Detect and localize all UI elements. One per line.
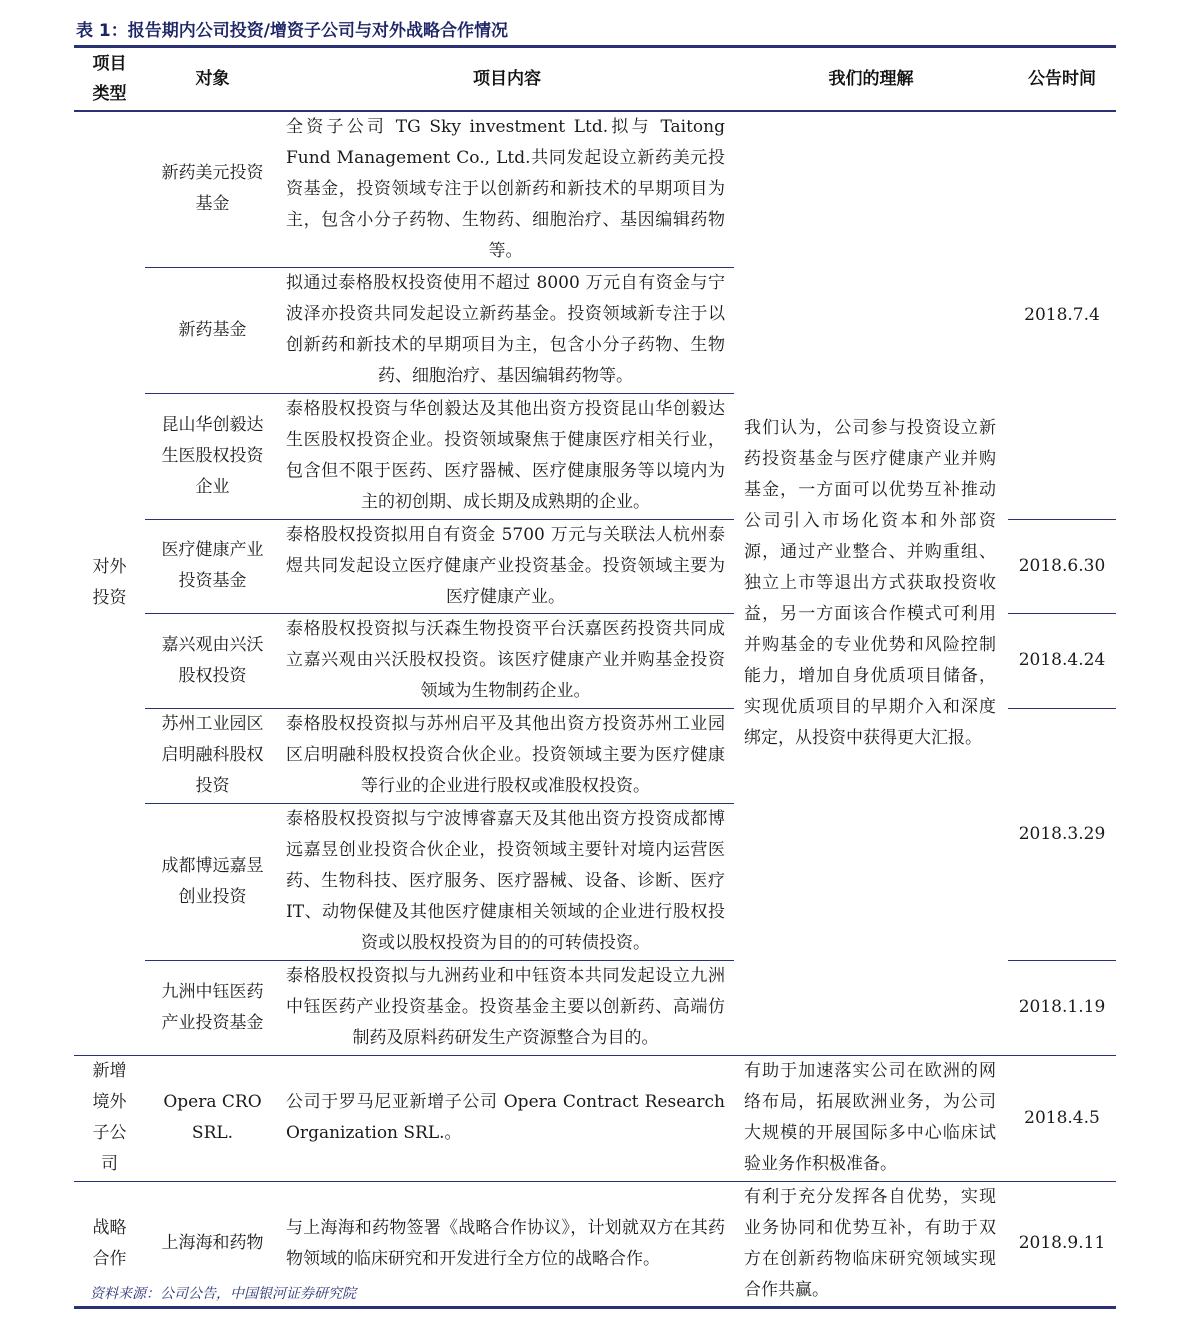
object-cell: 成都博远嘉昱创业投资	[145, 803, 280, 960]
date-cell: 2018.4.24	[1008, 613, 1116, 708]
object-cell: Opera CRO SRL.	[145, 1055, 280, 1181]
table-title: 表 1：报告期内公司投资/增资子公司与对外战略合作情况	[76, 21, 508, 41]
content-cell: 泰格股权投资拟与沃森生物投资平台沃嘉医药投资共同成立嘉兴观由兴沃股权投资。该医疗健康产业并购基金投资领域为生物制药企业。	[280, 613, 734, 708]
content-cell: 拟通过泰格股权投资使用不超过 8000 万元自有资金与宁波泽亦投资共同发起设立新药基金。投资领域新专注于以创新药和新技术的早期项目为主，包含小分子药物、生物药、细胞治疗、基因编辑药物等。	[280, 267, 734, 393]
header-object: 对象	[195, 68, 230, 89]
content-cell: 全资子公司 TG Sky investment Ltd.拟与 Taitong Fund Management Co., Ltd.共同发起设立新药美元投资基金，投资领域专注于以创新药和新技术的早期项目为主，包含小分子药物、生物药、细胞治疗、基因编辑药物等。	[280, 111, 734, 268]
object-cell: 苏州工业园区启明融科股权投资	[145, 708, 280, 803]
content-cell: 泰格股权投资拟与宁波博睿嘉天及其他出资方投资成都博远嘉昱创业投资合伙企业，投资领域主要针对境内运营医药、生物科技、医疗服务、医疗器械、设备、诊断、医疗 IT、动物保健及其他医疗健康相关领域的企业进行股权投资或以股权投资为目的的可转债投资。	[280, 803, 734, 960]
type-foreign: 对外投资	[92, 557, 127, 608]
object-cell: 医疗健康产业投资基金	[145, 519, 280, 613]
header-content: 项目内容	[473, 68, 541, 89]
understanding-strategic: 有利于充分发挥各自优势，实现业务协同和优势互补，有助于双方在创新药物临床研究领域实现合作共赢。	[734, 1181, 1008, 1307]
understanding-foreign: 我们认为，公司参与投资设立新药投资基金与医疗健康产业并购基金，一方面可以优势互补推动公司引入市场化资本和外部资源，通过产业整合、并购重组、独立上市等退出方式获取投资收益，另一方面该合作模式可利用并购基金的专业优势和风险控制能力，增加自身优质项目储备，实现优质项目的早期介入和深度绑定，从投资中获得更大汇报。	[744, 417, 996, 748]
date-cell: 2018.9.11	[1008, 1181, 1116, 1307]
header-type: 项目类型	[92, 53, 127, 104]
content-cell: 泰格股权投资拟与苏州启平及其他出资方投资苏州工业园区启明融科股权投资合伙企业。投资领域主要为医疗健康等行业的企业进行股权或准股权投资。	[280, 708, 734, 803]
object-cell: 新药美元投资基金	[145, 111, 280, 268]
table-row	[74, 111, 1116, 268]
content-cell: 泰格股权投资拟用自有资金 5700 万元与关联法人杭州泰煜共同发起设立医疗健康产业投资基金。投资领域主要为医疗健康产业。	[280, 519, 734, 613]
date-cell: 2018.4.5	[1008, 1055, 1116, 1181]
header-row	[74, 47, 1116, 111]
table-row	[74, 1055, 1116, 1181]
type-overseas: 新增境外子公司	[74, 1055, 145, 1181]
investment-table	[74, 45, 1116, 1309]
header-date: 公告时间	[1028, 68, 1096, 89]
source-note: 资料来源：公司公告，中国银河证券研究院	[90, 1286, 356, 1302]
content-cell: 与上海海和药物签署《战略合作协议》，计划就双方在其药物领域的临床研究和开发进行全方位的战略合作。	[280, 1181, 734, 1307]
object-cell: 上海海和药物	[145, 1181, 280, 1307]
object-cell: 嘉兴观由兴沃股权投资	[145, 613, 280, 708]
date-cell: 2018.3.29	[1008, 708, 1116, 960]
understanding-overseas: 有助于加速落实公司在欧洲的网络布局，拓展欧洲业务，为公司大规模的开展国际多中心临床试验业务作积极准备。	[734, 1055, 1008, 1181]
object-cell: 九洲中钰医药产业投资基金	[161, 981, 264, 1033]
content-cell: 泰格股权投资与华创毅达及其他出资方投资昆山华创毅达生医股权投资企业。投资领域聚焦于健康医疗相关行业，包含但不限于医药、医疗器械、医疗健康服务等以境内为主的初创期、成长期及成熟期的企业。	[280, 393, 734, 519]
content-cell: 公司于罗马尼亚新增子公司 Opera Contract Research Organization SRL.。	[280, 1055, 734, 1181]
object-cell: 昆山华创毅达生医股权投资企业	[145, 393, 280, 519]
date-cell: 2018.1.19	[1018, 997, 1106, 1017]
date-cell: 2018.7.4	[1008, 111, 1116, 520]
object-cell: 新药基金	[145, 267, 280, 393]
header-understanding: 我们的理解	[828, 68, 914, 89]
content-cell: 泰格股权投资拟与九洲药业和中钰资本共同发起设立九洲中钰医药产业投资基金。投资基金主要以创新药、高端仿制药及原料药研发生产资源整合为目的。	[286, 966, 725, 1048]
type-strategic: 战略合作	[74, 1181, 145, 1307]
date-cell: 2018.6.30	[1008, 519, 1116, 613]
